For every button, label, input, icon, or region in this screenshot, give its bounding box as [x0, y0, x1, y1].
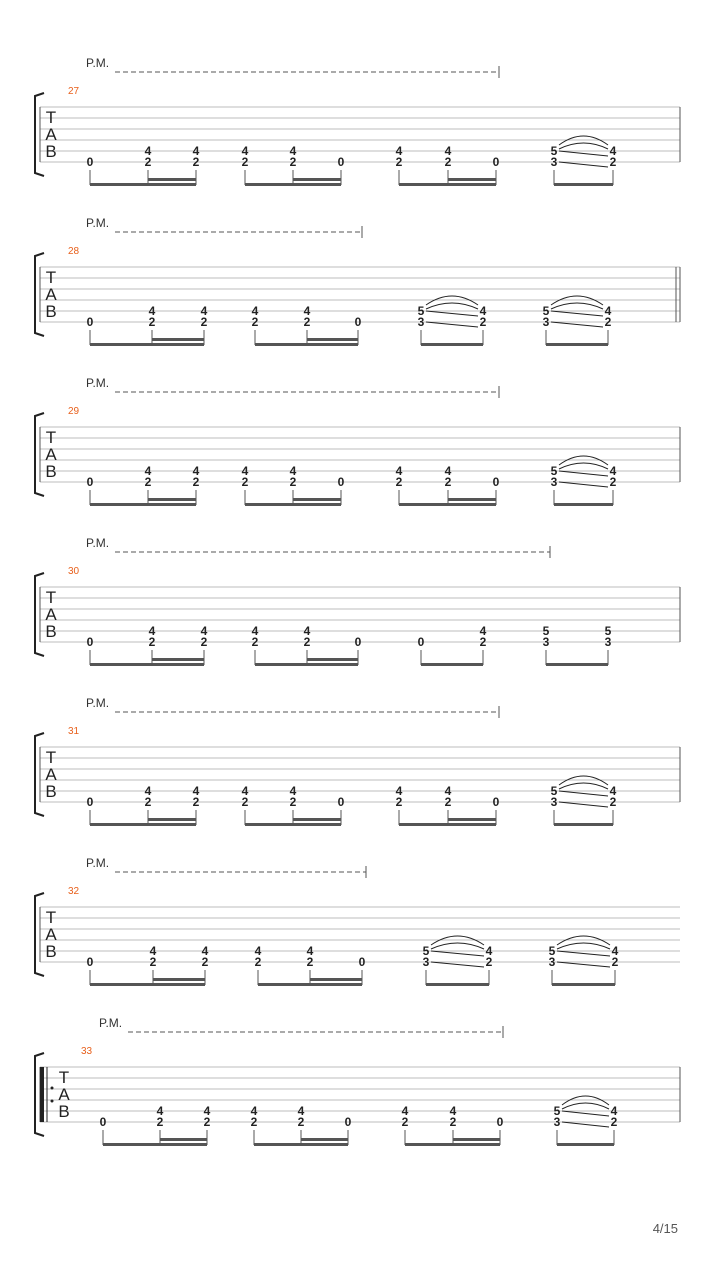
- fret-number: 5: [550, 144, 558, 158]
- fret-number: 4: [444, 464, 452, 478]
- beam: [103, 1143, 207, 1146]
- fret-number: 2: [251, 635, 259, 649]
- beam-secondary: [293, 818, 341, 821]
- fret-number: 0: [492, 475, 500, 489]
- fret-number: 0: [86, 955, 94, 969]
- fret-number: 3: [548, 955, 556, 969]
- beam-secondary: [301, 1138, 348, 1141]
- fret-number: 2: [401, 1115, 409, 1129]
- beam: [245, 183, 341, 186]
- tab-clef-letter: T: [58, 1068, 70, 1087]
- slide-line: [557, 962, 610, 967]
- slide-line: [559, 162, 608, 167]
- beam: [245, 503, 341, 506]
- fret-number: 4: [201, 944, 209, 958]
- tab-clef-letter: B: [45, 622, 57, 641]
- beam: [399, 183, 496, 186]
- fret-number: 2: [297, 1115, 305, 1129]
- palm-mute-label: P.M.: [86, 856, 110, 870]
- fret-number: 2: [192, 795, 200, 809]
- repeat-dot: [51, 1100, 54, 1103]
- tab-system-29: [35, 376, 680, 506]
- fret-number: 3: [417, 315, 425, 329]
- fret-number: 2: [303, 315, 311, 329]
- palm-mute-label: P.M.: [86, 536, 110, 550]
- page-number: 4/15: [652, 1221, 678, 1236]
- fret-number: 4: [306, 944, 314, 958]
- tab-clef-letter: T: [45, 748, 57, 767]
- tab-clef-letter: B: [45, 782, 57, 801]
- fret-number: 2: [609, 155, 617, 169]
- slide-line: [559, 791, 608, 796]
- beam: [90, 823, 196, 826]
- slide-line: [551, 322, 603, 327]
- fret-number: 4: [485, 944, 493, 958]
- slur-arc: [562, 1103, 609, 1109]
- fret-number: 2: [254, 955, 262, 969]
- tab-system-30: [35, 536, 680, 666]
- fret-number: 4: [192, 784, 200, 798]
- fret-number: 4: [241, 784, 249, 798]
- fret-number: 4: [148, 304, 156, 318]
- fret-number: 5: [604, 624, 612, 638]
- fret-number: 4: [156, 1104, 164, 1118]
- fret-number: 5: [542, 304, 550, 318]
- beam-secondary: [148, 818, 196, 821]
- fret-number: 3: [542, 315, 550, 329]
- beam-secondary: [448, 498, 496, 501]
- fret-number: 4: [303, 304, 311, 318]
- fret-number: 0: [496, 1115, 504, 1129]
- fret-number: 2: [395, 155, 403, 169]
- fret-number: 2: [289, 155, 297, 169]
- tab-clef-letter: A: [45, 285, 57, 304]
- fret-number: 2: [148, 315, 156, 329]
- fret-number: 2: [148, 635, 156, 649]
- palm-mute-label: P.M.: [99, 1016, 123, 1030]
- fret-number: 4: [401, 1104, 409, 1118]
- fret-number: 4: [149, 944, 157, 958]
- slide-line: [426, 311, 478, 316]
- fret-number: 0: [337, 155, 345, 169]
- fret-number: 2: [611, 955, 619, 969]
- tab-clef-letter: B: [45, 142, 57, 161]
- fret-number: 3: [550, 155, 558, 169]
- measure-number: 31: [68, 726, 80, 737]
- beam-secondary: [148, 498, 196, 501]
- fret-number: 0: [86, 155, 94, 169]
- fret-number: 0: [344, 1115, 352, 1129]
- fret-number: 2: [289, 475, 297, 489]
- beam: [90, 983, 205, 986]
- fret-number: 0: [492, 155, 500, 169]
- tab-clef-letter: B: [45, 462, 57, 481]
- fret-number: 2: [395, 795, 403, 809]
- slide-line: [562, 1111, 609, 1116]
- tab-system-28: [35, 216, 680, 346]
- fret-number: 4: [148, 624, 156, 638]
- fret-number: 3: [550, 475, 558, 489]
- fret-number: 2: [203, 1115, 211, 1129]
- slur-arc: [559, 143, 608, 149]
- fret-number: 4: [289, 144, 297, 158]
- beam: [255, 343, 358, 346]
- slur-arc: [426, 303, 478, 309]
- beam-secondary: [448, 178, 496, 181]
- fret-number: 2: [444, 795, 452, 809]
- fret-number: 2: [241, 475, 249, 489]
- fret-number: 4: [611, 944, 619, 958]
- fret-number: 4: [144, 144, 152, 158]
- beam: [421, 663, 483, 666]
- beam: [90, 343, 204, 346]
- beam: [245, 823, 341, 826]
- fret-number: 4: [444, 784, 452, 798]
- fret-number: 2: [395, 475, 403, 489]
- beam: [399, 503, 496, 506]
- fret-number: 2: [149, 955, 157, 969]
- beam: [426, 983, 489, 986]
- fret-number: 0: [492, 795, 500, 809]
- beam: [554, 823, 613, 826]
- fret-number: 4: [241, 144, 249, 158]
- repeat-thick-bar: [40, 1067, 44, 1122]
- fret-number: 5: [548, 944, 556, 958]
- beam: [552, 983, 615, 986]
- fret-number: 2: [251, 315, 259, 329]
- beam: [557, 1143, 614, 1146]
- fret-number: 5: [553, 1104, 561, 1118]
- beam-secondary: [152, 658, 204, 661]
- beam-secondary: [153, 978, 205, 981]
- slide-line: [559, 151, 608, 156]
- fret-number: 2: [144, 155, 152, 169]
- tab-clef-letter: A: [45, 605, 57, 624]
- fret-number: 0: [354, 635, 362, 649]
- fret-number: 4: [241, 464, 249, 478]
- fret-number: 4: [479, 304, 487, 318]
- beam: [554, 503, 613, 506]
- tab-clef-letter: A: [45, 925, 57, 944]
- fret-number: 0: [86, 635, 94, 649]
- tab-clef-letter: B: [45, 942, 57, 961]
- beam: [421, 343, 483, 346]
- fret-number: 2: [200, 635, 208, 649]
- fret-number: 5: [422, 944, 430, 958]
- fret-number: 3: [604, 635, 612, 649]
- slide-line: [559, 482, 608, 487]
- fret-number: 0: [354, 315, 362, 329]
- fret-number: 0: [86, 315, 94, 329]
- fret-number: 2: [192, 475, 200, 489]
- beam-secondary: [293, 498, 341, 501]
- beam-secondary: [307, 658, 358, 661]
- slide-line: [562, 1122, 609, 1127]
- palm-mute-label: P.M.: [86, 376, 110, 390]
- fret-number: 4: [250, 1104, 258, 1118]
- beam-secondary: [152, 338, 204, 341]
- fret-number: 2: [485, 955, 493, 969]
- measure-number: 30: [68, 566, 80, 577]
- beam-secondary: [310, 978, 362, 981]
- slide-line: [426, 322, 478, 327]
- fret-number: 4: [251, 304, 259, 318]
- fret-number: 2: [449, 1115, 457, 1129]
- beam-secondary: [307, 338, 358, 341]
- slide-line: [551, 311, 603, 316]
- slur-arc: [431, 943, 484, 949]
- tab-system-33: [35, 1016, 680, 1146]
- beam: [254, 1143, 348, 1146]
- repeat-dot: [51, 1087, 54, 1090]
- fret-number: 4: [200, 304, 208, 318]
- beam: [90, 663, 204, 666]
- fret-number: 2: [250, 1115, 258, 1129]
- fret-number: 4: [609, 784, 617, 798]
- fret-number: 0: [86, 795, 94, 809]
- tab-system-32: [35, 856, 680, 986]
- fret-number: 2: [200, 315, 208, 329]
- fret-number: 4: [609, 464, 617, 478]
- tab-clef-letter: B: [58, 1102, 70, 1121]
- measure-number: 33: [81, 1046, 93, 1057]
- slur-arc: [559, 783, 608, 789]
- fret-number: 4: [609, 144, 617, 158]
- tab-clef-letter: A: [45, 445, 57, 464]
- fret-number: 4: [251, 624, 259, 638]
- tab-clef-letter: B: [45, 302, 57, 321]
- fret-number: 2: [479, 315, 487, 329]
- fret-number: 2: [306, 955, 314, 969]
- fret-number: 4: [144, 464, 152, 478]
- beam: [258, 983, 362, 986]
- fret-number: 5: [417, 304, 425, 318]
- fret-number: 4: [479, 624, 487, 638]
- fret-number: 0: [417, 635, 425, 649]
- fret-number: 5: [542, 624, 550, 638]
- fret-number: 4: [395, 144, 403, 158]
- tab-system-27: [35, 56, 680, 186]
- fret-number: 0: [337, 475, 345, 489]
- fret-number: 0: [337, 795, 345, 809]
- beam: [546, 343, 608, 346]
- fret-number: 5: [550, 784, 558, 798]
- slide-line: [559, 471, 608, 476]
- measure-number: 29: [68, 406, 80, 417]
- fret-number: 4: [289, 464, 297, 478]
- beam: [554, 183, 613, 186]
- palm-mute-label: P.M.: [86, 216, 110, 230]
- tab-clef-letter: T: [45, 588, 57, 607]
- fret-number: 2: [609, 795, 617, 809]
- slide-line: [431, 951, 484, 956]
- fret-number: 4: [144, 784, 152, 798]
- fret-number: 2: [192, 155, 200, 169]
- fret-number: 5: [550, 464, 558, 478]
- fret-number: 4: [395, 784, 403, 798]
- slide-line: [559, 802, 608, 807]
- fret-number: 2: [609, 475, 617, 489]
- tab-clef-letter: T: [45, 908, 57, 927]
- fret-number: 4: [303, 624, 311, 638]
- fret-number: 2: [144, 475, 152, 489]
- beam: [405, 1143, 500, 1146]
- fret-number: 2: [289, 795, 297, 809]
- fret-number: 2: [303, 635, 311, 649]
- fret-number: 2: [610, 1115, 618, 1129]
- fret-number: 2: [241, 795, 249, 809]
- beam-secondary: [293, 178, 341, 181]
- tab-system-31: [35, 696, 680, 826]
- fret-number: 4: [289, 784, 297, 798]
- measure-number: 27: [68, 86, 80, 97]
- tab-clef-letter: A: [45, 125, 57, 144]
- fret-number: 4: [254, 944, 262, 958]
- beam: [90, 503, 196, 506]
- fret-number: 4: [297, 1104, 305, 1118]
- fret-number: 2: [444, 155, 452, 169]
- measure-number: 32: [68, 886, 80, 897]
- fret-number: 3: [550, 795, 558, 809]
- fret-number: 2: [156, 1115, 164, 1129]
- fret-number: 2: [479, 635, 487, 649]
- palm-mute-label: P.M.: [86, 56, 110, 70]
- tab-clef-letter: T: [45, 108, 57, 127]
- beam-secondary: [448, 818, 496, 821]
- fret-number: 4: [449, 1104, 457, 1118]
- fret-number: 3: [542, 635, 550, 649]
- fret-number: 4: [203, 1104, 211, 1118]
- beam-secondary: [453, 1138, 500, 1141]
- measure-number: 28: [68, 246, 80, 257]
- fret-number: 2: [241, 155, 249, 169]
- slide-line: [557, 951, 610, 956]
- fret-number: 2: [444, 475, 452, 489]
- tab-clef-letter: A: [58, 1085, 70, 1104]
- fret-number: 2: [144, 795, 152, 809]
- fret-number: 2: [604, 315, 612, 329]
- beam: [255, 663, 358, 666]
- fret-number: 4: [444, 144, 452, 158]
- tab-clef-letter: A: [45, 765, 57, 784]
- beam-secondary: [148, 178, 196, 181]
- tab-clef-letter: T: [45, 268, 57, 287]
- fret-number: 4: [200, 624, 208, 638]
- fret-number: 4: [395, 464, 403, 478]
- fret-number: 4: [192, 144, 200, 158]
- slur-arc: [557, 943, 610, 949]
- fret-number: 4: [604, 304, 612, 318]
- fret-number: 0: [99, 1115, 107, 1129]
- fret-number: 0: [358, 955, 366, 969]
- fret-number: 4: [610, 1104, 618, 1118]
- fret-number: 3: [553, 1115, 561, 1129]
- fret-number: 2: [201, 955, 209, 969]
- beam: [399, 823, 496, 826]
- beam: [90, 183, 196, 186]
- slide-line: [431, 962, 484, 967]
- fret-number: 0: [86, 475, 94, 489]
- beam: [546, 663, 608, 666]
- palm-mute-label: P.M.: [86, 696, 110, 710]
- tab-clef-letter: T: [45, 428, 57, 447]
- slur-arc: [551, 303, 603, 309]
- slur-arc: [559, 463, 608, 469]
- fret-number: 4: [192, 464, 200, 478]
- fret-number: 3: [422, 955, 430, 969]
- beam-secondary: [160, 1138, 207, 1141]
